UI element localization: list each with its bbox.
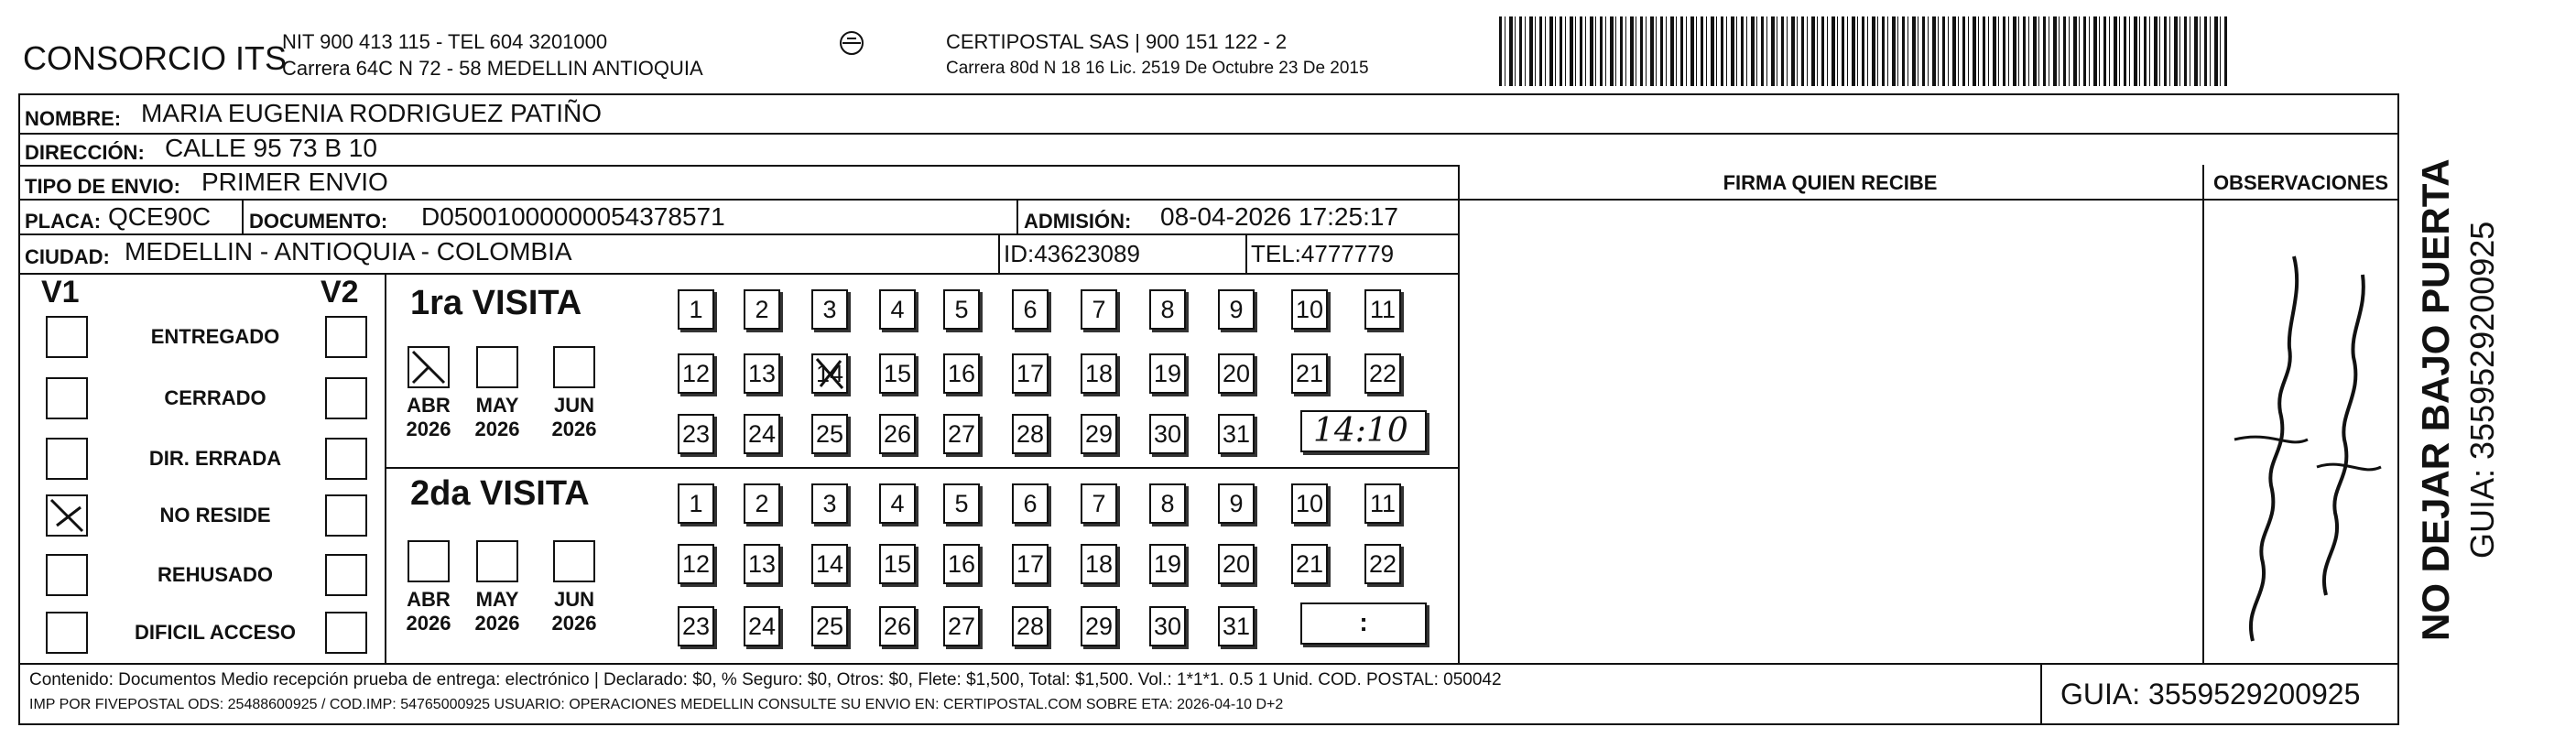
day-number: 6: [1023, 296, 1038, 323]
day-number: 13: [747, 360, 777, 387]
day-box-30[interactable]: [1149, 414, 1186, 454]
year-label: 2026: [406, 418, 451, 440]
day-number: 8: [1160, 490, 1175, 517]
barcode: [1499, 16, 2227, 86]
day-number: 22: [1368, 550, 1397, 578]
day-number: 10: [1295, 490, 1324, 517]
month-label: MAY: [475, 394, 519, 417]
day-number: 18: [1084, 360, 1114, 387]
month-label: ABR: [407, 588, 451, 611]
day-box-1[interactable]: [678, 483, 714, 524]
year-label: 2026: [551, 612, 597, 635]
visit2-time: :: [1359, 608, 1368, 636]
company-address: Carrera 64C N 72 - 58 MEDELLIN ANTIOQUIA: [282, 57, 703, 80]
check-mark-icon: [409, 348, 448, 386]
day-number: 27: [947, 613, 976, 640]
day-number: 8: [1160, 296, 1175, 323]
id-value: ID:43623089: [1004, 240, 1140, 267]
tel-value: TEL:4777779: [1251, 240, 1395, 267]
day-number: 31: [1222, 420, 1251, 448]
day-box-28[interactable]: [1012, 606, 1049, 646]
day-box-3[interactable]: [811, 483, 848, 524]
day-number: 11: [1369, 490, 1397, 517]
visit2-title: 2da VISITA: [410, 474, 590, 513]
day-box-29[interactable]: [1081, 414, 1117, 454]
reason-label: DIR. ERRADA: [148, 447, 282, 470]
direccion-value: CALLE 95 73 B 10: [165, 134, 377, 162]
day-box-11[interactable]: [1364, 289, 1401, 330]
month-checkbox-jun[interactable]: [553, 540, 595, 582]
day-number: 31: [1222, 613, 1251, 640]
day-box-31[interactable]: [1218, 414, 1255, 454]
day-number: 29: [1084, 613, 1114, 640]
day-number: 20: [1222, 550, 1251, 578]
firma-header: FIRMA QUIEN RECIBE: [1723, 171, 1938, 194]
documento-label: DOCUMENTO:: [249, 210, 388, 233]
day-box-27[interactable]: [943, 414, 980, 454]
visit2-time-box[interactable]: [1300, 602, 1427, 645]
day-number: 15: [883, 550, 912, 578]
day-number: 27: [947, 420, 976, 448]
day-number: 25: [815, 613, 844, 640]
day-box-20[interactable]: [1218, 353, 1255, 394]
day-box-6[interactable]: [1012, 289, 1049, 330]
day-box-20[interactable]: [1218, 544, 1255, 584]
v2-checkbox[interactable]: [325, 612, 367, 654]
company-nit: NIT 900 413 115 - TEL 604 3201000: [282, 30, 608, 53]
day-number: 28: [1016, 420, 1045, 448]
month-checkbox-abr[interactable]: [408, 346, 450, 388]
day-number: 19: [1153, 360, 1182, 387]
check-mark-icon: [48, 496, 86, 535]
day-box-26[interactable]: [879, 606, 916, 646]
day-box-9[interactable]: [1218, 289, 1255, 330]
day-box-15[interactable]: [879, 544, 916, 584]
day-number: 26: [883, 420, 912, 448]
logo-icon: [836, 29, 867, 57]
day-number: 26: [883, 613, 912, 640]
certipostal-logo: [824, 29, 879, 81]
day-box-1[interactable]: [678, 289, 714, 330]
visit1-title: 1ra VISITA: [410, 284, 582, 322]
reason-label: DIFICIL ACCESO: [134, 621, 296, 644]
nombre-label: NOMBRE:: [25, 107, 122, 130]
day-number: 4: [890, 490, 905, 517]
footer-guia: GUIA: 3559529200925: [2060, 678, 2361, 711]
v1-checkbox[interactable]: [46, 494, 88, 537]
v1-checkbox[interactable]: [46, 438, 88, 480]
day-box-8[interactable]: [1149, 483, 1186, 524]
month-checkbox-abr[interactable]: [408, 540, 450, 582]
day-box-21[interactable]: [1291, 353, 1328, 394]
v1-checkbox[interactable]: [46, 554, 88, 596]
day-box-23[interactable]: [678, 414, 714, 454]
handwritten-observation: [2216, 211, 2390, 659]
day-number: 9: [1229, 490, 1244, 517]
month-label: JUN: [553, 394, 594, 417]
day-box-11[interactable]: [1364, 483, 1401, 524]
month-label: MAY: [475, 588, 519, 611]
observaciones-header: OBSERVACIONES: [2212, 171, 2389, 194]
day-box-21[interactable]: [1291, 544, 1328, 584]
visit1-time-box[interactable]: [1300, 410, 1427, 452]
day-box-28[interactable]: [1012, 414, 1049, 454]
month-checkbox-may[interactable]: [476, 540, 518, 582]
day-number: 22: [1368, 360, 1397, 387]
day-box-3[interactable]: [811, 289, 848, 330]
footer-print-info: IMP POR FIVEPOSTAL ODS: 25488600925 / COD.IMP: 54765000925 USUARIO: OPERACIONES MEDELLIN CONSULTE SU ENVIO EN: CERTIPOSTAL.COM SOBRE ETA: 2026-04-10 D+2: [29, 697, 1284, 712]
day-box-22[interactable]: [1364, 544, 1401, 584]
day-box-6[interactable]: [1012, 483, 1049, 524]
day-number: 15: [883, 360, 912, 387]
v1-checkbox[interactable]: [46, 612, 88, 654]
tipo-label: TIPO DE ENVIO:: [25, 175, 180, 198]
day-number: 3: [822, 296, 837, 323]
day-number: 16: [947, 360, 976, 387]
day-number: 20: [1222, 360, 1251, 387]
day-number: 30: [1153, 420, 1182, 448]
documento-value: D05001000000054378571: [421, 202, 725, 231]
day-box-14[interactable]: [811, 544, 848, 584]
day-box-15[interactable]: [879, 353, 916, 394]
day-box-25[interactable]: [811, 414, 848, 454]
side-guia: GUIA: 3559529200925: [2463, 221, 2501, 559]
day-number: 2: [755, 296, 769, 323]
day-box-18[interactable]: [1081, 353, 1117, 394]
reason-label: REHUSADO: [158, 563, 273, 586]
day-number: 7: [1092, 490, 1106, 517]
day-box-13[interactable]: [744, 353, 780, 394]
nombre-value: MARIA EUGENIA RODRIGUEZ PATIÑO: [141, 99, 603, 127]
courier-name: CERTIPOSTAL SAS | 900 151 122 - 2: [946, 30, 1288, 53]
visit1-time: 14:10: [1313, 412, 1408, 450]
day-number: 16: [947, 550, 976, 578]
day-box-12[interactable]: [678, 544, 714, 584]
day-box-12[interactable]: [678, 353, 714, 394]
v1-checkbox[interactable]: [46, 377, 88, 419]
day-box-16[interactable]: [943, 353, 980, 394]
day-number: 4: [890, 296, 905, 323]
day-box-2[interactable]: [744, 483, 780, 524]
day-box-8[interactable]: [1149, 289, 1186, 330]
day-number: 18: [1084, 550, 1114, 578]
day-number: 24: [747, 420, 777, 448]
day-number: 11: [1369, 296, 1397, 323]
day-box-29[interactable]: [1081, 606, 1117, 646]
month-label: ABR: [407, 394, 451, 417]
day-box-4[interactable]: [879, 289, 916, 330]
day-number: 17: [1016, 360, 1045, 387]
day-box-24[interactable]: [744, 414, 780, 454]
v2-label: V2: [321, 275, 359, 309]
day-box-22[interactable]: [1364, 353, 1401, 394]
day-number: 7: [1092, 296, 1106, 323]
ciudad-value: MEDELLIN - ANTIOQUIA - COLOMBIA: [125, 237, 572, 266]
day-number: 9: [1229, 296, 1244, 323]
day-box-4[interactable]: [879, 483, 916, 524]
day-box-19[interactable]: [1149, 353, 1186, 394]
day-box-27[interactable]: [943, 606, 980, 646]
day-number: 21: [1295, 360, 1324, 387]
day-number: 5: [954, 296, 969, 323]
company-name: CONSORCIO ITS: [23, 39, 288, 77]
year-label: 2026: [474, 418, 520, 440]
v2-checkbox[interactable]: [325, 316, 367, 358]
day-number: 14: [815, 550, 844, 578]
day-number: 12: [681, 550, 711, 578]
day-box-17[interactable]: [1012, 353, 1049, 394]
day-number: 23: [681, 420, 711, 448]
day-number: 10: [1295, 296, 1324, 323]
day-box-13[interactable]: [744, 544, 780, 584]
admision-value: 08-04-2026 17:25:17: [1160, 202, 1398, 231]
day-number: 19: [1153, 550, 1182, 578]
v2-checkbox[interactable]: [325, 377, 367, 419]
day-number: 24: [747, 613, 777, 640]
direccion-label: DIRECCIÓN:: [25, 141, 145, 164]
day-box-9[interactable]: [1218, 483, 1255, 524]
day-box-16[interactable]: [943, 544, 980, 584]
day-number: 14: [815, 360, 844, 387]
day-box-31[interactable]: [1218, 606, 1255, 646]
day-number: 5: [954, 490, 969, 517]
day-number: 13: [747, 550, 777, 578]
day-box-10[interactable]: [1291, 483, 1328, 524]
reason-label: ENTREGADO: [150, 325, 280, 348]
year-label: 2026: [551, 418, 597, 440]
day-number: 17: [1016, 550, 1045, 578]
day-number: 2: [755, 490, 769, 517]
v1-label: V1: [41, 275, 80, 309]
reason-label: NO RESIDE: [159, 504, 271, 526]
month-label: JUN: [553, 588, 594, 611]
day-number: 29: [1084, 420, 1114, 448]
day-number: 6: [1023, 490, 1038, 517]
footer-content: Contenido: Documentos Medio recepción prueba de entrega: electrónico | Declarado: $0, % Seguro: $0, Otros: $0, Flete: $1,500, Total: $1,500. Vol.: 1*1*1. 0.5 1 Unid. COD. POSTAL: 050042: [29, 670, 1502, 689]
day-number: 23: [681, 613, 711, 640]
month-checkbox-may[interactable]: [476, 346, 518, 388]
day-box-18[interactable]: [1081, 544, 1117, 584]
year-label: 2026: [474, 612, 520, 635]
day-box-17[interactable]: [1012, 544, 1049, 584]
day-number: 30: [1153, 613, 1182, 640]
day-box-25[interactable]: [811, 606, 848, 646]
day-number: 25: [815, 420, 844, 448]
day-number: 28: [1016, 613, 1045, 640]
day-box-30[interactable]: [1149, 606, 1186, 646]
day-number: 1: [689, 296, 703, 323]
day-box-19[interactable]: [1149, 544, 1186, 584]
day-number: 21: [1295, 550, 1324, 578]
v1-checkbox[interactable]: [46, 316, 88, 358]
admision-label: ADMISIÓN:: [1024, 210, 1132, 233]
no-dejar-bajo-puerta: NO DEJAR BAJO PUERTA: [2414, 158, 2457, 641]
tipo-value: PRIMER ENVIO: [201, 168, 388, 196]
day-box-7[interactable]: [1081, 289, 1117, 330]
day-box-5[interactable]: [943, 483, 980, 524]
day-box-14[interactable]: [811, 353, 848, 394]
day-number: 1: [689, 490, 703, 517]
v2-checkbox[interactable]: [325, 554, 367, 596]
day-number: 3: [822, 490, 837, 517]
reason-label: CERRADO: [164, 386, 266, 409]
day-number: 12: [681, 360, 711, 387]
v2-checkbox[interactable]: [325, 494, 367, 537]
month-checkbox-jun[interactable]: [553, 346, 595, 388]
day-box-24[interactable]: [744, 606, 780, 646]
day-box-10[interactable]: [1291, 289, 1328, 330]
year-label: 2026: [406, 612, 451, 635]
ciudad-label: CIUDAD:: [25, 245, 110, 268]
day-box-7[interactable]: [1081, 483, 1117, 524]
day-box-5[interactable]: [943, 289, 980, 330]
placa-value: QCE90C: [108, 202, 212, 231]
day-box-26[interactable]: [879, 414, 916, 454]
v2-checkbox[interactable]: [325, 438, 367, 480]
day-box-23[interactable]: [678, 606, 714, 646]
courier-address: Carrera 80d N 18 16 Lic. 2519 De Octubre 23 De 2015: [946, 59, 1369, 78]
placa-label: PLACA:: [25, 210, 102, 233]
day-box-2[interactable]: [744, 289, 780, 330]
